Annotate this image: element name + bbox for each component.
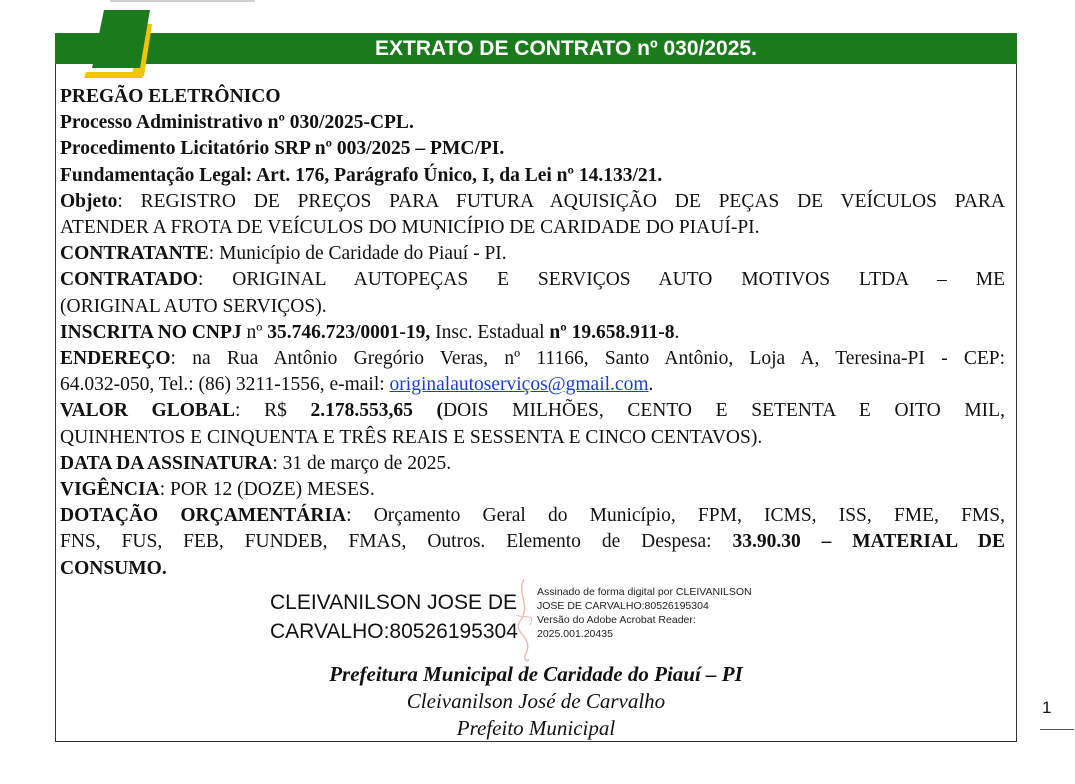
contratado-line-1: CONTRATADO: ORIGINAL AUTOPEÇAS E SERVIÇOS AUTO MOTIVOS LTDA – ME <box>60 269 1005 291</box>
valor-line-1: VALOR GLOBAL: R$ 2.178.553,65 (DOIS MILHÕES, CENTO E SETENTA E OITO MIL, <box>60 400 1005 422</box>
dotacao-line-3: CONSUMO. <box>60 557 167 579</box>
data-assinatura-line: DATA DA ASSINATURA: 31 de março de 2025. <box>60 452 452 474</box>
header-bar <box>55 33 1017 64</box>
logo-icon <box>84 6 164 78</box>
footer-org: Prefeitura Municipal de Caridade do Piauí – PI <box>329 662 743 686</box>
page-number: 1 <box>1042 698 1052 717</box>
endereco-line-2: 64.032-050, Tel.: (86) 3211-1556, e-mail: originalautoserviços@gmail.com. <box>60 374 654 396</box>
contract-body <box>60 84 1005 582</box>
top-rule <box>110 0 255 2</box>
digital-signature-info: Assinado de forma digital por CLEIVANILSON JOSE DE CARVALHO:80526195304 Versão do Adobe Acrobat Reader: 2025.001.20435 <box>537 586 752 640</box>
email-link[interactable]: originalautoserviços@gmail.com <box>389 374 649 396</box>
contratante-line: CONTRATANTE: Município de Caridade do Piauí - PI. <box>60 243 507 265</box>
fundamentacao-line: Fundamentação Legal: Art. 176, Parágrafo Único, I, da Lei nº 14.133/21. <box>60 164 663 186</box>
contratado-line-2: (ORIGINAL AUTO SERVIÇOS). <box>60 295 327 317</box>
valor-line-2: QUINHENTOS E CINQUENTA E TRÊS REAIS E SESSENTA E CINCO CENTAVOS). <box>60 426 763 448</box>
endereco-line-1: ENDEREÇO: na Rua Antônio Gregório Veras, nº 11166, Santo Antônio, Loja A, Teresina-PI - CEP: <box>60 348 1005 370</box>
vigencia-line: VIGÊNCIA: POR 12 (DOZE) MESES. <box>60 479 375 501</box>
objeto-line-2: ATENDER A FROTA DE VEÍCULOS DO MUNICÍPIO DE CARIDADE DO PIAUÍ-PI. <box>60 217 760 239</box>
processo-line: Processo Administrativo nº 030/2025-CPL. <box>60 112 414 134</box>
signer-name: CLEIVANILSON JOSE DE CARVALHO:80526195304 <box>270 591 518 643</box>
objeto-line-1: Objeto: REGISTRO DE PREÇOS PARA FUTURA AQUISIÇÃO DE PEÇAS DE VEÍCULOS PARA <box>60 190 1005 212</box>
footer-role: Prefeito Municipal <box>456 716 616 740</box>
dotacao-line-1: DOTAÇÃO ORÇAMENTÁRIA: Orçamento Geral do Município, FPM, ICMS, ISS, FME, FMS, <box>60 505 1005 527</box>
procedimento-line: Procedimento Licitatório SRP nº 003/2025 – PMC/PI. <box>60 138 505 160</box>
header-title: EXTRATO DE CONTRATO nº 030/2025. <box>375 37 757 60</box>
pregao-line: PREGÃO ELETRÔNICO <box>60 86 281 107</box>
dotacao-line-2: FNS, FUS, FEB, FUNDEB, FMAS, Outros. Elemento de Despesa: 33.90.30 – MATERIAL DE <box>60 531 1005 553</box>
page-number-rule <box>1040 729 1074 730</box>
cnpj-line: INSCRITA NO CNPJ nº 35.746.723/0001-19, Insc. Estadual nº 19.658.911-8. <box>60 321 680 343</box>
footer-name: Cleivanilson José de Carvalho <box>406 689 666 713</box>
